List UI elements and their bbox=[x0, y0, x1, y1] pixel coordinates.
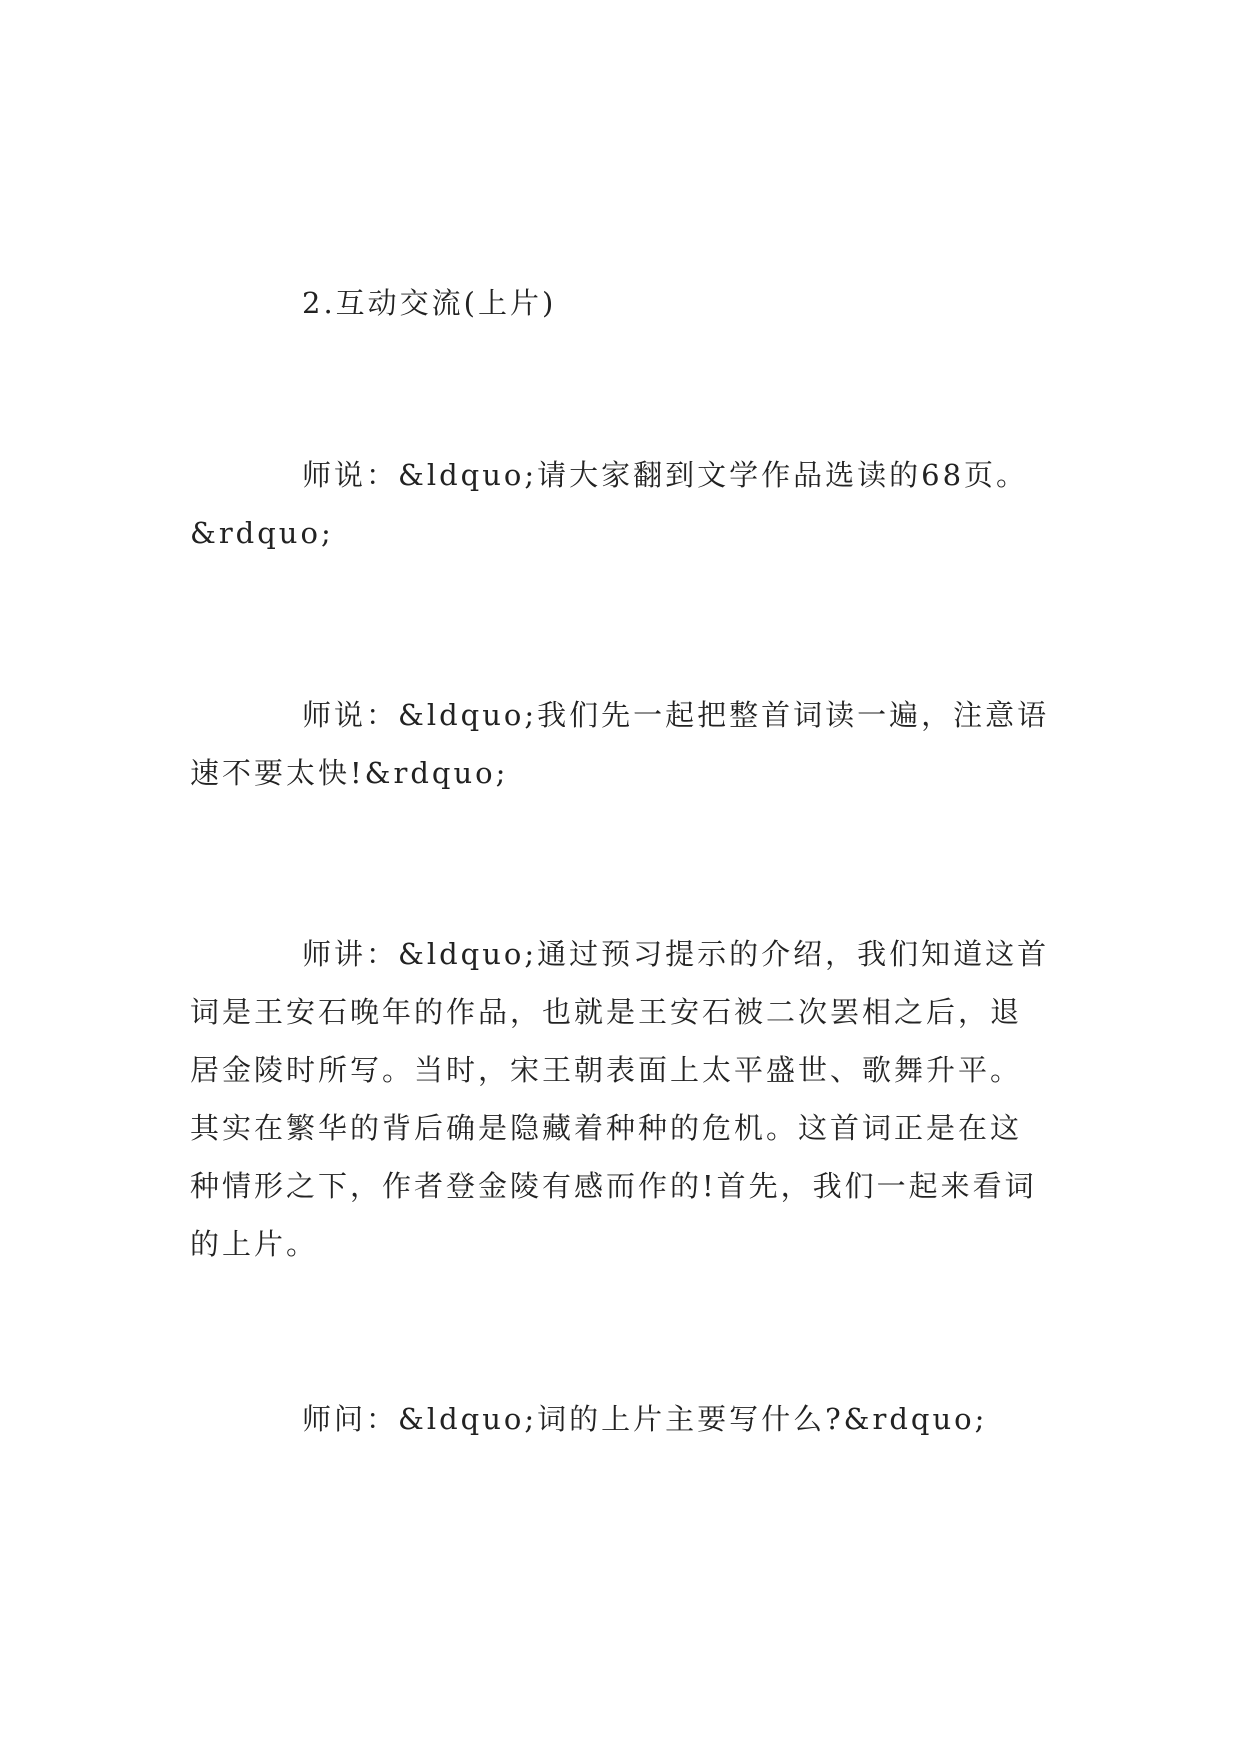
paragraph-teacher-asks: 师问：&ldquo;词的上片主要写什么?&rdquo; bbox=[302, 1402, 988, 1436]
section-heading: 2.互动交流(上片) bbox=[302, 286, 557, 320]
paragraph-teacher-says-read: 师说：&ldquo;我们先一起把整首词读一遍，注意语速不要太快!&rdquo; bbox=[190, 698, 1050, 790]
paragraph-teacher-explains: 师讲：&ldquo;通过预习提示的介绍，我们知道这首词是王安石晚年的作品，也就是王安石被二次罢相之后，退居金陵时所写。当时，宋王朝表面上太平盛世、歌舞升平。其实在繁华的背后确是隐藏着种种的危机。这首词正是在这种情形之下，作者登金陵有感而作的!首先，我们一起来看词的上片。 bbox=[190, 937, 1050, 1261]
paragraph-teacher-says-page: 师说：&ldquo;请大家翻到文学作品选读的68页。&rdquo; bbox=[190, 458, 1029, 550]
